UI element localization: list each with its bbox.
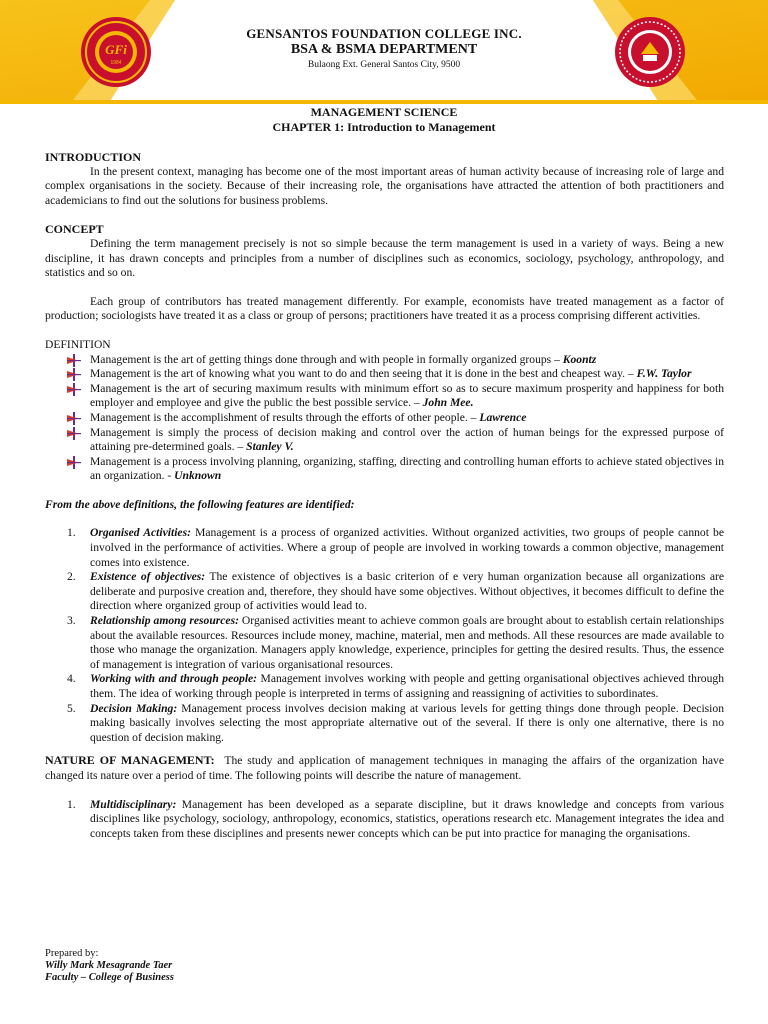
features-intro: From the above definitions, the following features are identified:	[45, 497, 355, 511]
left-logo-year: 1984	[110, 60, 122, 66]
features-list	[45, 526, 724, 745]
feature-title: Working with and through people:	[90, 672, 258, 686]
left-logo-text: GFi	[105, 42, 127, 57]
prepared-by-label: Prepared by:	[45, 948, 99, 959]
definition-item: Management is the art of securing maximum results with minimum effort so as to secure maximum prosperity and happiness for both employer and employee and give the public the best possible service. – John Mee.	[45, 382, 724, 411]
definition-item: Management is the accomplishment of results through the efforts of other people. – Lawrence	[45, 411, 724, 426]
definition-list	[45, 353, 724, 484]
arrow-bullet-icon	[67, 456, 81, 469]
concept-heading: CONCEPT	[45, 222, 104, 237]
definition-heading: DEFINITION	[45, 337, 111, 351]
definition-item: Management is the art of knowing what you want to do and then seeing that it is done in the best and cheapest way. – F.W. Taylor	[45, 367, 724, 382]
department-name: BSA & BSMA DEPARTMENT	[290, 42, 478, 57]
chapter-title: CHAPTER 1: Introduction to Management	[272, 120, 496, 134]
feature-item: 5. Decision Making: Management process involves decision making at various levels for getting things done through people. Decision making basically involves selecting the most appropriate alternative out of the several. If there is only one alternative, there is no question of decision making.	[67, 701, 724, 744]
nature-item-title: Multidisciplinary:	[90, 797, 177, 811]
definition-item: Management is the art of getting things done through and with people in formally organized groups – Koontz	[45, 353, 724, 368]
definition-item: Management is a process involving planning, organizing, staffing, directing and controlling human efforts to achieve stated objectives in an organization. - Unknown	[45, 455, 724, 484]
preparer-faculty: Faculty – College of Business	[45, 972, 174, 983]
feature-title: Existence of objectives:	[90, 570, 206, 584]
definition-author: Unknown	[174, 469, 222, 483]
feature-item: 4. Working with and through people: Management involves working with people and getting organisational objectives achieved through them. The idea of working through people is interpreted in terms of assigning and reassigning of activities to subordinates.	[67, 672, 724, 700]
document-body	[45, 150, 724, 841]
college-address: Bulaong Ext. General Santos City, 9500	[307, 60, 461, 70]
concept-paragraph-2: Each group of contributors has treated management differently. For example, economists have treated management as a factor of production; sociologists have treated it as a class or group of persons; practitioners have treated it as a process comprising different activities.	[45, 294, 724, 323]
nature-paragraph: NATURE OF MANAGEMENT: The study and application of management techniques in managing the affairs of the organization have changed its nature over a period of time. The following points will describe the nature of management.	[45, 753, 724, 782]
page-footer	[45, 948, 174, 984]
arrow-bullet-icon	[67, 427, 81, 440]
feature-item: 2. Existence of objectives: The existence of objectives is a basic criterion of e very human organization because all organizations are deliberate and purposive creation and, therefore, they should have some objectives. Without objectives, it becomes difficult to define the direction where organized group of activities would lead to.	[67, 570, 724, 613]
definition-author: Lawrence	[479, 410, 527, 424]
page-header	[0, 0, 768, 104]
introduction-paragraph: In the present context, managing has become one of the most important areas of human activity because of increasing role of large and complex organisations in the society. Because of their increasing role, the organisations have attracted the attention of both practitioners and academicians to find out the solutions for business problems.	[45, 164, 724, 207]
definition-author: F.W. Taylor	[636, 367, 692, 381]
subject-title: MANAGEMENT SCIENCE	[310, 105, 458, 119]
feature-item: 1. Organised Activities: Management is a process of organized activities. Without organized activities, two groups of people cannot be involved in the performance of activities. Where a group of people are involved in working towards a common objective, management comes into existence.	[67, 526, 724, 569]
definition-item: Management is simply the process of decision making and control over the action of human beings for the expressed purpose of attaining pre-determined goals. – Stanley V.	[45, 426, 724, 455]
concept-paragraph-1: Defining the term management precisely is not so simple because the term management is used in a variety of ways. Being a new discipline, it has drawn concepts and principles from a number of disciplines such as economics, sociology, psychology, anthropology, and statistics and so on.	[45, 236, 724, 280]
nature-heading: NATURE OF MANAGEMENT:	[45, 753, 215, 768]
feature-item: 3. Relationship among resources: Organised activities meant to achieve common goals are brought about to establish certain relationships about the available resources. Resources include money, machine, material, men and methods. All these resources are made available to those who manage the organization. Managers apply knowledge, experience, principles for getting the desired results. Thus, the essence of management is integration of various organisational resources.	[67, 614, 724, 671]
feature-title: Organised Activities:	[90, 526, 191, 540]
feature-title: Decision Making:	[90, 701, 178, 715]
arrow-bullet-icon	[67, 383, 81, 396]
preparer-name: Willy Mark Mesagrande Taer	[45, 960, 173, 971]
arrow-bullet-icon	[67, 354, 81, 367]
definition-author: Koontz	[562, 352, 597, 366]
definition-author: John Mee.	[422, 396, 474, 410]
feature-title: Relationship among resources:	[90, 614, 239, 628]
definition-author: Stanley V.	[246, 440, 294, 454]
arrow-bullet-icon	[67, 412, 81, 425]
arrow-bullet-icon	[67, 368, 81, 381]
introduction-heading: INTRODUCTION	[45, 150, 142, 164]
document-titles	[0, 105, 768, 135]
nature-list	[45, 798, 724, 842]
college-name: GENSANTOS FOUNDATION COLLEGE INC.	[246, 26, 522, 41]
nature-item: 1. Multidisciplinary: Management has been developed as a separate discipline, but it draws knowledge and concepts from various disciplines like psychology, sociology, anthropology, economics, statistics, operations research etc. Management integrates the idea and concepts taken from these disciplines and presents newer concepts which can be put into practice for managing the organisations.	[67, 797, 724, 840]
